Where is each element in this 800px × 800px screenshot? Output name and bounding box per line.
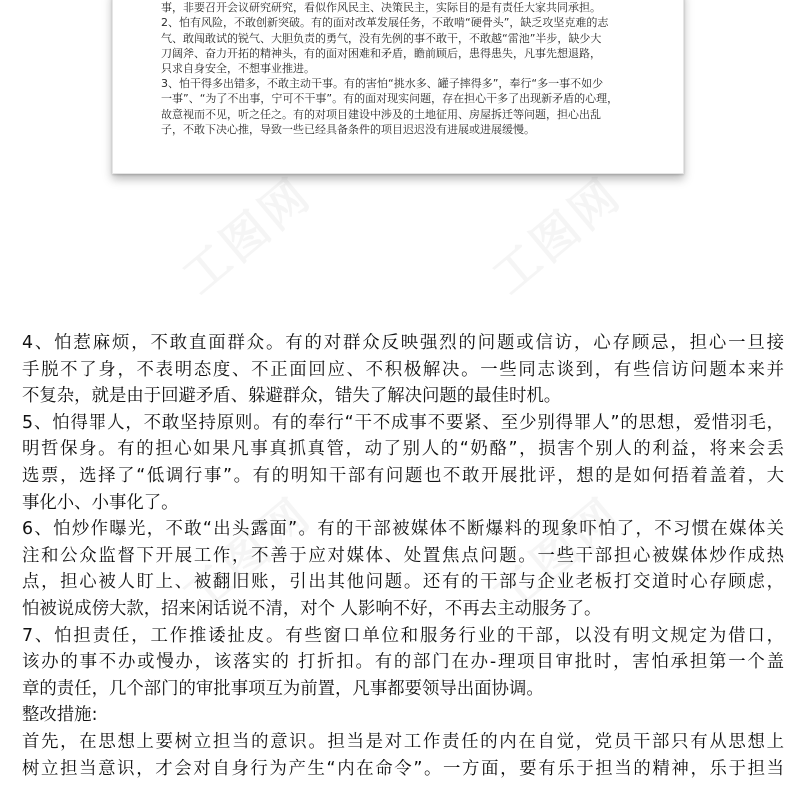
body-line: 注和公众监督下开展工作，不善于应对媒体、处置焦点问题。一些干部担心被媒体炒作成热 [22,545,784,566]
preview-line: 子，不敢下决心推，导致一些已经具备条件的项目迟迟没有进展或进展缓慢。 [161,122,535,136]
body-line: 5、怕得罪人，不敢坚持原则。有的奉行“干不成事不要紧、至少别得罪人”的思想，爱惜羽毛， [22,412,784,433]
watermark-text: 工图网 [482,486,632,625]
body-line: 手脱不了身，不表明态度、不正面回应、不积极解决。一些同志谈到，有些信访问题本来并 [22,359,784,380]
preview-line: 故意视而不见，听之任之。有的对项目建设中涉及的土地征用、房屋拆迁等问题，担心出乱 [161,107,601,121]
watermark-text: 工图网 [172,486,322,625]
preview-line: 事，非要召开会议研究研究，看似作风民主、决策民主，实际目的是有责任大家共同承担。 [161,1,601,15]
document-body [22,330,784,782]
page-preview-text [161,0,666,137]
preview-line: 2、怕有风险，不敢创新突破。有的面对改革发展任务，不敢啃“硬骨头”，缺乏攻坚克难的志 [161,16,609,30]
body-line: 4、怕惹麻烦，不敢直面群众。有的对群众反映强烈的问题或信访，心存顾忌，担心一旦接 [22,333,784,353]
body-line: 该办的事不办或慢办，该落实的 打折扣。有的部门在办-理项目审批时，害怕承担第一个盖 [22,652,784,673]
body-line: 选票，选择了“低调行事”。有的明知干部有问题也不敢开展批评，想的是如何捂着盖着，大 [22,465,784,486]
body-line: 事化小、小事化了。 [22,492,179,513]
section-heading: 整改措施: [22,705,98,726]
body-line: 章的责任，几个部门的审批事项互为前置，凡事都要领导出面协调。 [22,678,544,699]
preview-line: 气、敢闯敢试的锐气、大胆负责的勇气，没有先例的事不敢干，不敢越“雷池”半步，缺少大 [161,31,602,45]
watermark-text: 工图网 [172,166,322,305]
preview-line: 3、怕干得多出错多，不敢主动干事。有的害怕“挑水多、罐子摔得多”，奉行“多一事不如少 [161,77,604,91]
body-line: 6、怕炒作曝光，不敢“出头露面”。有的干部被媒体不断爆料的现象吓怕了，不习惯在媒体关 [22,519,784,540]
preview-line: 刀阔斧、奋力开拓的精神头，有的面对困难和矛盾，瞻前顾后，患得患失，凡事先想退路， [161,46,601,60]
body-line: 首先，在思想上要树立担当的意识。担当是对工作责任的内在自觉，党员干部只有从思想上 [22,731,784,752]
body-line: 明哲保身。有的担心如果凡事真抓真管，动了别人的“奶酪”，损害个别人的利益，将来会丢 [22,439,784,460]
watermark-text: 工图网 [482,166,632,305]
body-line: 树立担当意识，才会对自身行为产生“内在命令”。一方面，要有乐于担当的精神，乐于担当 [22,758,784,779]
preview-line: 只求自身安全，不想事业推进。 [161,62,315,76]
document-page-preview [112,0,684,174]
preview-line: 一事”、“为了不出事，宁可不干事”。有的面对现实问题，存在担心干多了出现新矛盾的心理， [161,92,619,106]
body-line: 不复杂，就是由于回避矛盾、躲避群众，错失了解决问题的最佳时机。 [22,386,562,407]
body-line: 怕被说成傍大款，招来闲话说不清，对个 人影响不好，不再去主动服务了。 [22,598,602,619]
body-line: 点，担心被人盯上、被翻旧账，引出其他问题。还有的干部与企业老板打交道时心存顾虑， [22,572,784,593]
body-line: 7、怕担责任，工作推诿扯皮。有些窗口单位和服务行业的干部，以没有明文规定为借口， [22,625,784,646]
